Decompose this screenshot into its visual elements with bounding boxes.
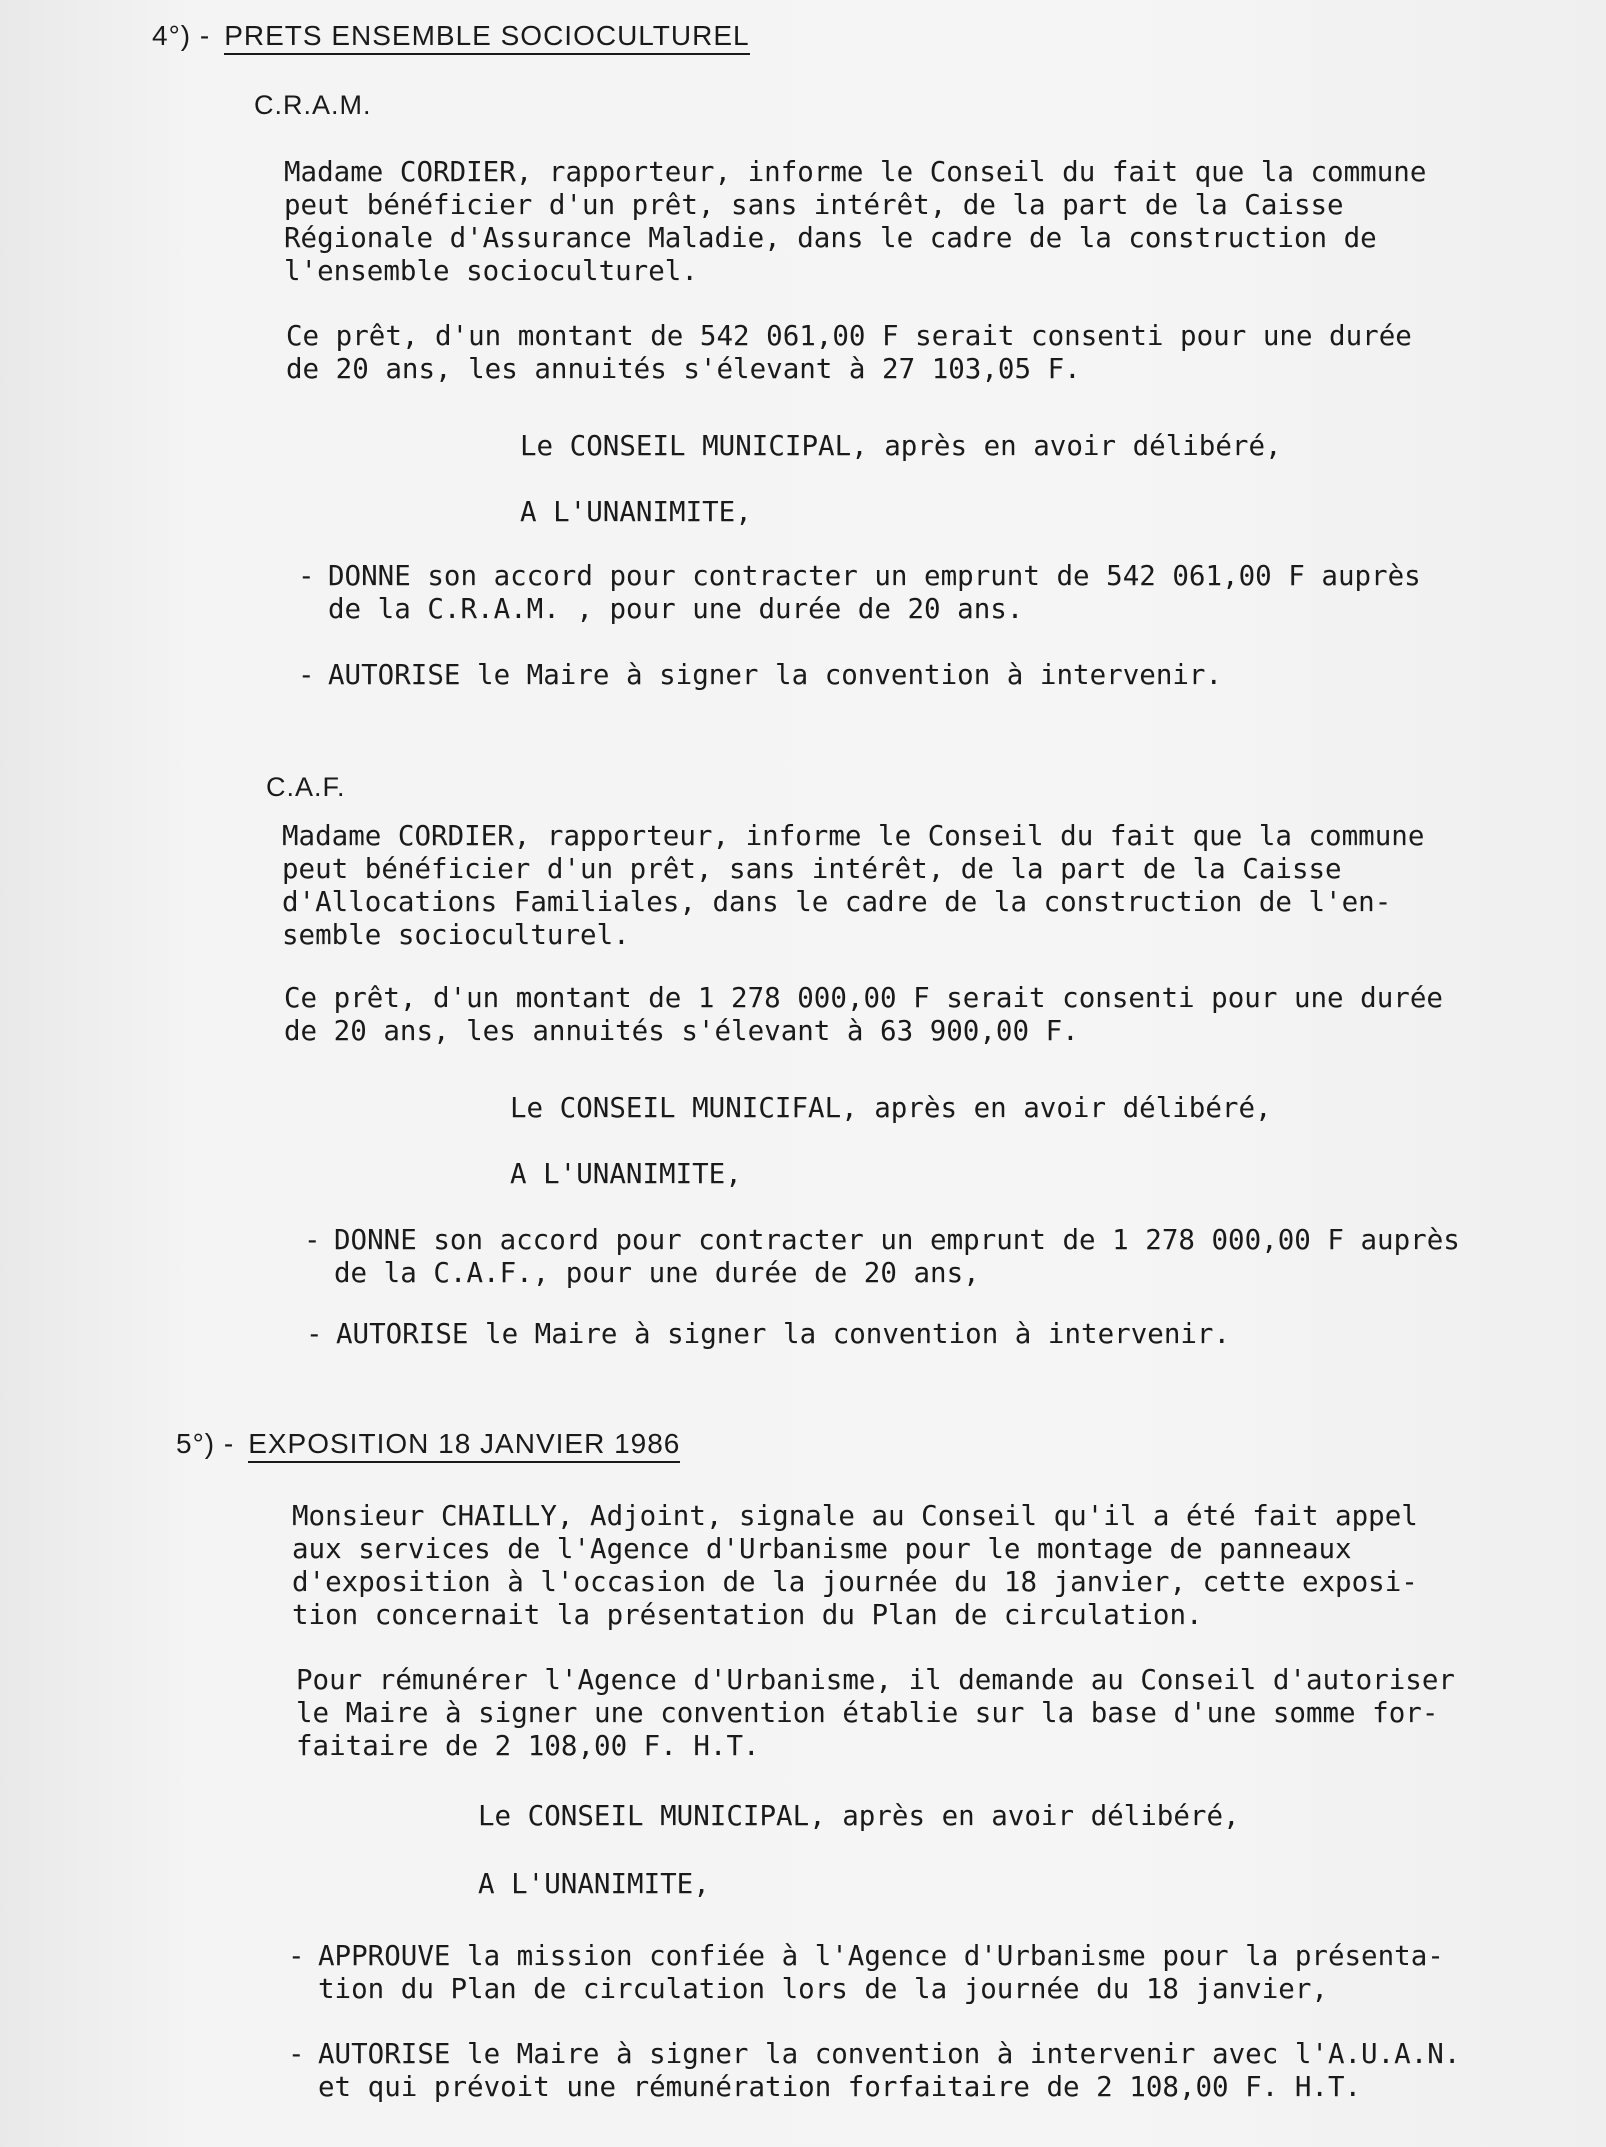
text-line: Ce prêt, d'un montant de 1 278 000,00 F serait consenti pour une durée: [284, 982, 1443, 1014]
text-line: Monsieur CHAILLY, Adjoint, signale au Conseil qu'il a été fait appel: [292, 1500, 1418, 1532]
text-line: aux services de l'Agence d'Urbanisme pour le montage de panneaux: [292, 1533, 1352, 1565]
section-4-number: 4°) -: [152, 20, 211, 51]
caf-label: C.A.F.: [266, 772, 346, 802]
text-line: faitaire de 2 108,00 F. H.T.: [296, 1730, 760, 1762]
text-line: de 20 ans, les annuités s'élevant à 63 900,00 F.: [284, 1015, 1079, 1047]
text-line: tion du Plan de circulation lors de la journée du 18 janvier,: [318, 1973, 1328, 2005]
text-line: de la C.A.F., pour une durée de 20 ans,: [334, 1257, 980, 1289]
cram-label: C.R.A.M.: [254, 90, 372, 120]
cram-paragraph-1: [284, 156, 1426, 288]
text-line: d'exposition à l'occasion de la journée du 18 janvier, cette exposi-: [292, 1566, 1418, 1598]
text-line: DONNE son accord pour contracter un emprunt de 1 278 000,00 F auprès: [334, 1224, 1460, 1256]
expo-paragraph-1: [292, 1500, 1418, 1632]
text-line: d'Allocations Familiales, dans le cadre de la construction de l'en-: [282, 886, 1392, 918]
text-line: et qui prévoit une rémunération forfaitaire de 2 108,00 F. H.T.: [318, 2071, 1362, 2103]
expo-decision-autorise: - AUTORISE le Maire à signer la convention à intervenir avec l'A.U.A.N. et qui prévoit une rémunération forfaitaire de 2 108,00 F. H.T.: [288, 2038, 1461, 2103]
cram-unanimite-line: A L'UNANIMITE,: [520, 496, 752, 528]
caf-paragraph-1: [282, 820, 1424, 952]
caf-unanimite-line: A L'UNANIMITE,: [510, 1158, 742, 1190]
section-4-heading: [152, 20, 750, 52]
cram-decision-autorise: - AUTORISE le Maire à signer la convention à intervenir.: [298, 659, 1223, 691]
text-line: de la C.R.A.M. , pour une durée de 20 ans.: [328, 593, 1024, 625]
expo-unanimite-line: A L'UNANIMITE,: [478, 1868, 710, 1900]
cram-paragraph-2: [286, 320, 1412, 386]
text-line: DONNE son accord pour contracter un emprunt de 542 061,00 F auprès: [328, 560, 1421, 592]
section-4-title: PRETS ENSEMBLE SOCIOCULTUREL: [224, 20, 749, 55]
cram-conseil-line: Le CONSEIL MUNICIPAL, après en avoir délibéré,: [520, 430, 1282, 462]
text-line: AUTORISE le Maire à signer la convention à intervenir.: [336, 1318, 1231, 1350]
expo-decision-approuve: - APPROUVE la mission confiée à l'Agence d'Urbanisme pour la présenta- tion du Plan de circulation lors de la journée du 18 janvier,: [288, 1940, 1444, 2005]
text-line: peut bénéficier d'un prêt, sans intérêt, de la part de la Caisse: [284, 189, 1344, 221]
text-line: l'ensemble socioculturel.: [284, 255, 698, 287]
caf-decision-donne: - DONNE son accord pour contracter un emprunt de 1 278 000,00 F auprès de la C.A.F., pour une durée de 20 ans,: [304, 1224, 1460, 1289]
text-line: AUTORISE le Maire à signer la convention à intervenir avec l'A.U.A.N.: [318, 2038, 1461, 2070]
text-line: semble socioculturel.: [282, 919, 630, 951]
caf-paragraph-2: [284, 982, 1443, 1048]
text-line: Madame CORDIER, rapporteur, informe le Conseil du fait que la commune: [282, 820, 1425, 852]
text-line: Madame CORDIER, rapporteur, informe le Conseil du fait que la commune: [284, 156, 1427, 188]
text-line: le Maire à signer une convention établie sur la base d'une somme for-: [296, 1697, 1439, 1729]
text-line: peut bénéficier d'un prêt, sans intérêt, de la part de la Caisse: [282, 853, 1342, 885]
text-line: APPROUVE la mission confiée à l'Agence d'Urbanisme pour la présenta-: [318, 1940, 1444, 1972]
caf-conseil-line: Le CONSEIL MUNICIFAL, après en avoir délibéré,: [510, 1092, 1272, 1124]
text-line: de 20 ans, les annuités s'élevant à 27 103,05 F.: [286, 353, 1081, 385]
cram-decision-donne: - DONNE son accord pour contracter un emprunt de 542 061,00 F auprès de la C.R.A.M. , pour une durée de 20 ans.: [298, 560, 1421, 625]
section-5-title: EXPOSITION 18 JANVIER 1986: [248, 1428, 680, 1463]
text-line: AUTORISE le Maire à signer la convention à intervenir.: [328, 659, 1223, 691]
section-5-number: 5°) -: [176, 1428, 235, 1459]
section-5-heading: [176, 1428, 680, 1460]
text-line: Pour rémunérer l'Agence d'Urbanisme, il demande au Conseil d'autoriser: [296, 1664, 1455, 1696]
caf-decision-autorise: - AUTORISE le Maire à signer la convention à intervenir.: [306, 1318, 1231, 1350]
text-line: tion concernait la présentation du Plan de circulation.: [292, 1599, 1203, 1631]
text-line: Régionale d'Assurance Maladie, dans le cadre de la construction de: [284, 222, 1377, 254]
expo-conseil-line: Le CONSEIL MUNICIPAL, après en avoir délibéré,: [478, 1800, 1240, 1832]
expo-paragraph-2: [296, 1664, 1455, 1763]
text-line: Ce prêt, d'un montant de 542 061,00 F serait consenti pour une durée: [286, 320, 1412, 352]
